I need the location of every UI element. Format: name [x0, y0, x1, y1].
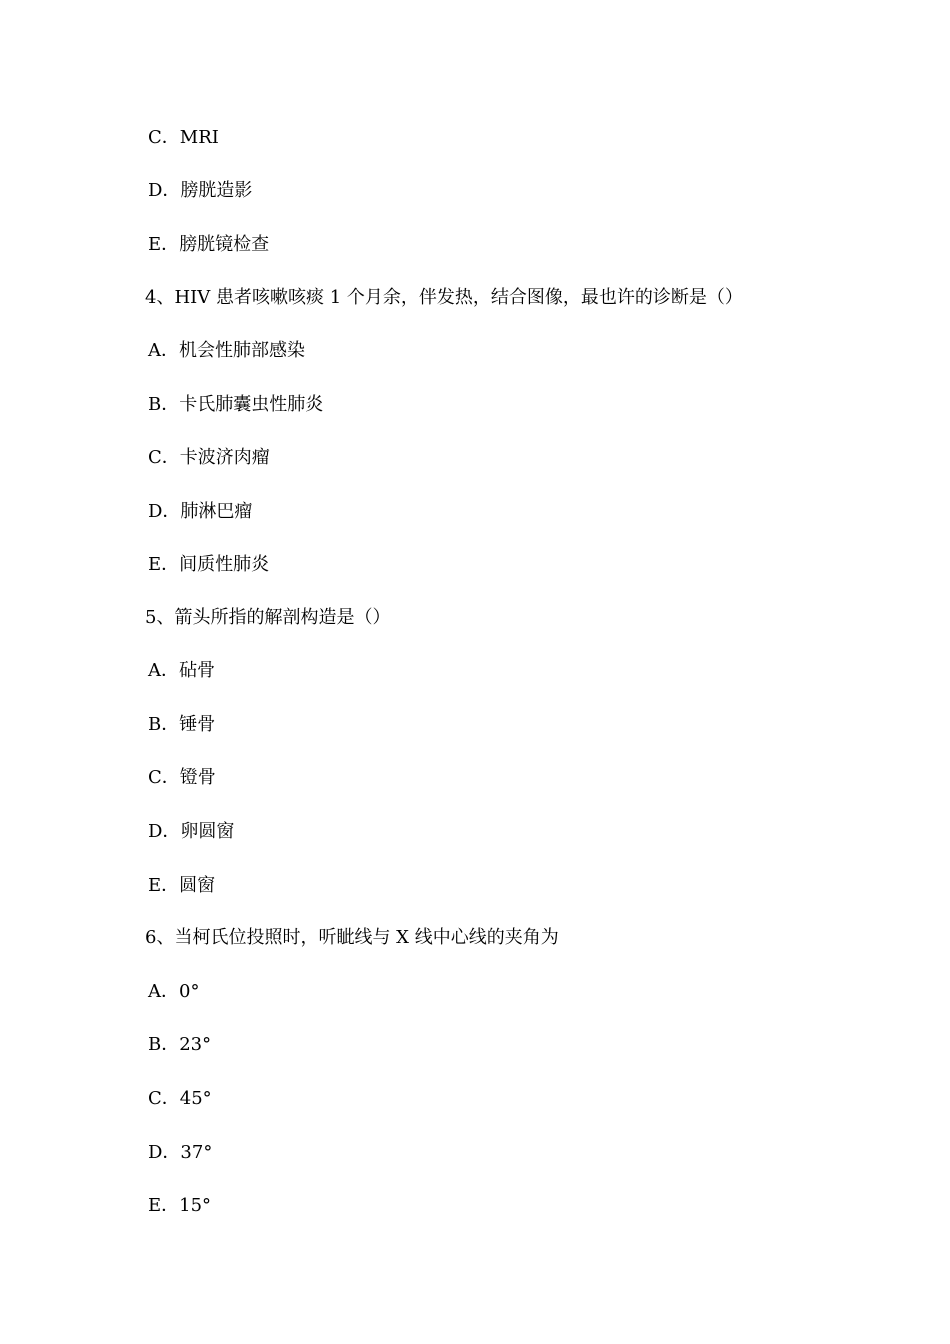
q6-option-c: C．45°: [148, 1088, 212, 1109]
q6-option-d: D．37°: [148, 1142, 213, 1163]
q6-stem: 6、当柯氏位投照时，听眦线与 X 线中心线的夹角为: [145, 927, 559, 948]
q5-option-a: A．砧骨: [148, 660, 215, 681]
q5-option-e: E．圆窗: [148, 875, 216, 896]
q4-option-e: E．间质性肺炎: [148, 554, 270, 575]
q3-option-d: D．膀胱造影: [148, 180, 253, 201]
q5-option-c: C．镫骨: [148, 767, 216, 788]
q6-option-e: E．15°: [148, 1195, 212, 1216]
q4-stem: 4、HIV 患者咳嗽咳痰 1 个月余，伴发热，结合图像，最也许的诊断是（）: [145, 287, 743, 308]
q4-option-b: B．卡氏肺囊虫性肺炎: [148, 394, 324, 415]
q3-option-e: E．膀胱镜检查: [148, 234, 270, 255]
q5-stem: 5、箭头所指的解剖构造是（）: [145, 607, 391, 628]
q6-option-a: A．0°: [148, 981, 200, 1002]
q4-option-d: D．肺淋巴瘤: [148, 501, 253, 522]
q3-option-c: C．MRI: [148, 127, 219, 148]
q4-option-c: C．卡波济肉瘤: [148, 447, 270, 468]
q5-option-d: D．卵圆窗: [148, 821, 235, 842]
q6-option-b: B．23°: [148, 1034, 212, 1055]
q4-option-a: A．机会性肺部感染: [148, 340, 305, 361]
q5-option-b: B．锤骨: [148, 714, 216, 735]
